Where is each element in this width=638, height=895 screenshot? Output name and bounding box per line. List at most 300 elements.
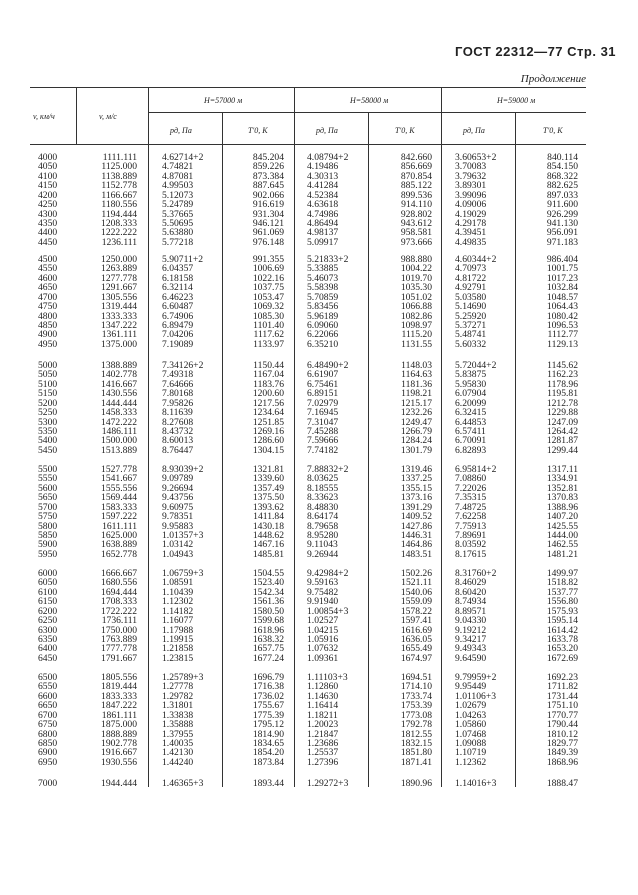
- t-59000-cell: 926.299: [546, 208, 578, 220]
- t-59000-cell: 1388.96: [546, 501, 578, 513]
- p-58000-cell: 9.42984+2: [307, 568, 349, 579]
- v-ms-cell: 1513.889: [101, 444, 137, 456]
- t-58000-cell: 973.666: [400, 236, 432, 248]
- v-ms-cell: 1111.111: [102, 152, 137, 163]
- v-ms-cell: 1819.444: [101, 681, 137, 693]
- p-57000-cell: 1.01357+3: [162, 529, 204, 541]
- t-59000-cell: 941.130: [546, 217, 578, 229]
- v-ms-cell: 1486.111: [101, 425, 137, 437]
- v-ms-cell: 1152.778: [101, 180, 137, 192]
- t-58000-cell: 1115.20: [401, 329, 432, 341]
- v-kmh-cell: 4100: [38, 170, 58, 182]
- p-59000-cell: 1.07468: [455, 728, 487, 740]
- t-57000-cell: 1200.60: [252, 388, 284, 400]
- p-57000-cell: 9.60975: [162, 501, 194, 513]
- v-ms-cell: 1763.889: [101, 633, 137, 645]
- v-kmh-cell: 4450: [38, 236, 58, 248]
- v-ms-cell: 1388.889: [101, 360, 137, 371]
- t-58000-cell: 1871.41: [400, 756, 432, 768]
- v-kmh-cell: 5650: [38, 492, 58, 504]
- t-59000-cell: 1264.42: [546, 425, 578, 437]
- t-59000-cell: 1481.21: [546, 548, 578, 560]
- t-59000-cell: 1888.47: [546, 778, 578, 789]
- p-58000-cell: 4.19486: [307, 161, 339, 173]
- v-ms-cell: 1361.111: [101, 329, 137, 341]
- p-57000-cell: 8.76447: [162, 444, 194, 456]
- p-57000-cell: 1.06759+3: [162, 568, 204, 579]
- v-ms-cell: 1569.444: [101, 492, 137, 504]
- t-59000-cell: 971.183: [546, 236, 578, 248]
- p-58000-cell: 9.26944: [307, 548, 339, 560]
- t-57000-cell: 946.121: [252, 217, 284, 229]
- v-ms-cell: 1291.667: [101, 282, 137, 294]
- v-kmh-cell: 4600: [38, 272, 58, 284]
- p-59000-cell: 7.35315: [455, 492, 487, 504]
- t-57000-cell: 1069.32: [252, 301, 284, 313]
- t-57000-cell: 1022.16: [252, 272, 284, 284]
- t-59000-cell: 1145.62: [547, 360, 578, 371]
- p-57000-cell: 5.50695: [162, 217, 194, 229]
- p-57000-cell: 1.25789+3: [162, 672, 204, 683]
- p-59000-cell: 4.92791: [455, 282, 487, 294]
- v-kmh-cell: 4550: [38, 263, 58, 275]
- t-58000-cell: 1483.51: [400, 548, 432, 560]
- v-kmh-cell: 6650: [38, 700, 58, 712]
- t-58000-cell: 1773.08: [400, 709, 432, 721]
- t-57000-cell: 1430.18: [252, 520, 284, 532]
- p-57000-cell: 1.04943: [162, 548, 194, 560]
- v-kmh-cell: 6700: [38, 709, 58, 721]
- t-57000-cell: 1485.81: [252, 548, 284, 560]
- p-57000-cell: 7.95826: [162, 397, 194, 409]
- p-58000-cell: 4.30313: [307, 170, 339, 182]
- v-kmh-cell: 6200: [38, 605, 58, 617]
- v-kmh-cell: 6500: [38, 672, 58, 683]
- v-ms-cell: 1375.000: [101, 338, 137, 350]
- p-57000-cell: 4.62714+2: [162, 152, 204, 163]
- t-58000-cell: 856.669: [400, 161, 432, 173]
- p-57000-cell: 9.95883: [162, 520, 194, 532]
- continuation-label: Продолжение: [520, 73, 586, 85]
- t-58000-cell: 899.536: [400, 189, 432, 201]
- t-59000-cell: 911.600: [547, 199, 578, 211]
- v-kmh-cell: 5200: [38, 397, 58, 409]
- v-kmh-cell: 5500: [38, 464, 58, 475]
- t-59000-cell: 1537.77: [546, 586, 578, 598]
- v-ms-cell: 1708.333: [101, 596, 137, 608]
- p-57000-cell: 1.10439: [162, 586, 194, 598]
- t-57000-cell: 1677.24: [252, 652, 284, 664]
- p-58000-cell: 7.16945: [307, 407, 339, 419]
- column-divider: [148, 87, 149, 787]
- t-57000-cell: 1037.75: [252, 282, 284, 294]
- v-kmh-cell: 4850: [38, 319, 58, 331]
- t-58000-cell: 1753.39: [400, 700, 432, 712]
- p-57000-cell: 6.04357: [162, 263, 194, 275]
- p-57000-cell: 7.64666: [162, 378, 194, 390]
- p-58000-cell: 8.95280: [307, 529, 339, 541]
- t-58000-cell: 988.880: [400, 254, 432, 265]
- p-57000-cell: 1.14182: [162, 605, 194, 617]
- t-57000-cell: 845.204: [252, 152, 284, 163]
- col-v-kmh: v, км/ч: [33, 112, 55, 121]
- p-58000-cell: 4.98137: [307, 227, 339, 239]
- v-ms-cell: 1861.111: [101, 709, 137, 721]
- p-57000-cell: 1.19915: [162, 633, 194, 645]
- group-h-58000: H=58000 м: [350, 96, 389, 105]
- v-kmh-cell: 5750: [38, 511, 58, 523]
- t-59000-cell: 1017.23: [546, 272, 578, 284]
- t-57000-cell: 1523.40: [252, 577, 284, 589]
- t-58000-cell: 1148.03: [401, 360, 432, 371]
- column-divider: [441, 87, 442, 787]
- p-59000-cell: 9.04330: [455, 615, 487, 627]
- v-kmh-cell: 5700: [38, 501, 58, 513]
- t-57000-cell: 1696.79: [252, 672, 284, 683]
- p-57000-cell: 5.12073: [162, 189, 194, 201]
- t-57000-cell: 1448.62: [252, 529, 284, 541]
- v-ms-cell: 1541.667: [101, 473, 137, 485]
- v-kmh-cell: 5150: [38, 388, 58, 400]
- p-58000-cell: 4.52384: [307, 189, 339, 201]
- v-ms-cell: 1555.556: [101, 482, 137, 494]
- v-ms-cell: 1222.222: [101, 227, 137, 239]
- v-kmh-cell: 4350: [38, 217, 58, 229]
- t-59000-cell: 1178.96: [547, 378, 578, 390]
- v-ms-cell: 1847.222: [101, 700, 137, 712]
- v-ms-cell: 1527.778: [101, 464, 137, 475]
- v-ms-cell: 1333.333: [101, 310, 137, 322]
- p-59000-cell: 1.02679: [455, 700, 487, 712]
- p-58000-cell: 1.21847: [307, 728, 339, 740]
- t-57000-cell: 1716.38: [252, 681, 284, 693]
- p-57000-cell: 5.77218: [162, 236, 194, 248]
- t-58000-cell: 1181.36: [401, 378, 432, 390]
- p-58000-cell: 9.11043: [307, 539, 338, 551]
- p-58000-cell: 8.64174: [307, 511, 339, 523]
- p-57000-cell: 1.35888: [162, 719, 194, 731]
- v-ms-cell: 1638.889: [101, 539, 137, 551]
- v-ms-cell: 1125.000: [101, 161, 137, 173]
- column-divider: [515, 112, 516, 787]
- p-59000-cell: 3.60653+2: [455, 152, 497, 163]
- t-58000-cell: 958.581: [400, 227, 432, 239]
- p-59000-cell: 6.70091: [455, 435, 487, 447]
- t-57000-cell: 1657.75: [252, 643, 284, 655]
- p-58000-cell: 1.05916: [307, 633, 339, 645]
- v-kmh-cell: 5900: [38, 539, 58, 551]
- p-57000-cell: 1.17988: [162, 624, 194, 636]
- v-ms-cell: 1347.222: [101, 319, 137, 331]
- t-58000-cell: 1004.22: [400, 263, 432, 275]
- p-57000-cell: 5.90711+2: [162, 254, 204, 265]
- v-ms-cell: 1319.444: [101, 301, 137, 313]
- p-57000-cell: 6.60487: [162, 301, 194, 313]
- p-59000-cell: 7.75913: [455, 520, 487, 532]
- v-ms-cell: 1722.222: [101, 605, 137, 617]
- p-59000-cell: 5.14690: [455, 301, 487, 313]
- t-57000-cell: 1411.84: [253, 511, 284, 523]
- p-57000-cell: 1.31801: [162, 700, 194, 712]
- v-kmh-cell: 5400: [38, 435, 58, 447]
- p-58000-cell: 9.75482: [307, 586, 339, 598]
- v-ms-cell: 1472.222: [101, 416, 137, 428]
- t-58000-cell: 914.110: [401, 199, 432, 211]
- v-kmh-cell: 7000: [38, 778, 58, 789]
- v-ms-cell: 1611.111: [102, 520, 137, 532]
- t-57000-cell: 1873.84: [252, 756, 284, 768]
- p-59000-cell: 8.17615: [455, 548, 487, 560]
- t-59000-cell: 956.091: [546, 227, 578, 239]
- t-58000-cell: 1502.26: [400, 568, 432, 579]
- t-59000-cell: 1229.88: [546, 407, 578, 419]
- p-57000-cell: 1.27778: [162, 681, 194, 693]
- column-divider: [294, 87, 295, 787]
- t-58000-cell: 1215.17: [400, 397, 432, 409]
- t-59000-cell: 1499.97: [546, 568, 578, 579]
- t-59000-cell: 1790.44: [546, 719, 578, 731]
- p-59000-cell: 9.95449: [455, 681, 487, 693]
- v-ms-cell: 1902.778: [101, 737, 137, 749]
- t-57000-cell: 1854.20: [252, 747, 284, 759]
- col-v-ms: v, м/с: [99, 112, 117, 121]
- t-58000-cell: 1733.74: [400, 690, 432, 702]
- p-57000-cell: 8.11639: [162, 407, 193, 419]
- column-divider: [368, 112, 369, 787]
- p-59000-cell: 5.83875: [455, 369, 487, 381]
- p-58000-cell: 6.35210: [307, 338, 339, 350]
- v-ms-cell: 1194.444: [101, 208, 137, 220]
- p-59000-cell: 3.89301: [455, 180, 487, 192]
- t-59000-cell: 1731.44: [546, 690, 578, 702]
- v-kmh-cell: 5350: [38, 425, 58, 437]
- t-57000-cell: 1814.90: [252, 728, 284, 740]
- v-ms-cell: 1791.667: [101, 652, 137, 664]
- v-ms-cell: 1597.222: [101, 511, 137, 523]
- t-59000-cell: 1334.91: [546, 473, 578, 485]
- p-58000-cell: 7.59666: [307, 435, 339, 447]
- p-59000-cell: 4.70973: [455, 263, 487, 275]
- t-57000-cell: 1599.68: [252, 615, 284, 627]
- p-59000-cell: 3.79632: [455, 170, 487, 182]
- v-kmh-cell: 5000: [38, 360, 58, 371]
- p-57000-cell: 7.34126+2: [162, 360, 204, 371]
- p-58000-cell: 1.09361: [307, 652, 339, 664]
- v-ms-cell: 1736.111: [101, 615, 137, 627]
- t-59000-cell: 1370.83: [546, 492, 578, 504]
- t-58000-cell: 1391.29: [400, 501, 432, 513]
- p-59000-cell: 4.09006: [455, 199, 487, 211]
- p-59000-cell: 5.95830: [455, 378, 487, 390]
- v-ms-cell: 1875.000: [101, 719, 137, 731]
- t-57000-cell: 1167.04: [253, 369, 284, 381]
- v-kmh-cell: 5100: [38, 378, 58, 390]
- p-58000-cell: 9.59163: [307, 577, 339, 589]
- p-59000-cell: 1.14016+3: [455, 778, 497, 789]
- t-59000-cell: 1425.55: [546, 520, 578, 532]
- t-58000-cell: 1355.15: [400, 482, 432, 494]
- t-59000-cell: 1001.75: [546, 263, 578, 275]
- t-58000-cell: 1373.16: [400, 492, 432, 504]
- p-59000-cell: 5.60332: [455, 338, 487, 350]
- p-59000-cell: 8.60420: [455, 586, 487, 598]
- v-ms-cell: 1430.556: [101, 388, 137, 400]
- sub-p: pд, Па: [463, 126, 485, 135]
- t-59000-cell: 1129.13: [547, 338, 578, 350]
- t-58000-cell: 1559.09: [400, 596, 432, 608]
- p-58000-cell: 6.09060: [307, 319, 339, 331]
- t-58000-cell: 1812.55: [400, 728, 432, 740]
- t-57000-cell: 1251.85: [252, 416, 284, 428]
- v-ms-cell: 1138.889: [101, 170, 137, 182]
- v-ms-cell: 1208.333: [101, 217, 137, 229]
- p-59000-cell: 6.95814+2: [455, 464, 497, 475]
- sub-t: T′0, К: [543, 126, 563, 135]
- t-59000-cell: 1633.78: [546, 633, 578, 645]
- p-57000-cell: 1.44240: [162, 756, 194, 768]
- t-57000-cell: 1638.32: [252, 633, 284, 645]
- p-59000-cell: 9.79959+2: [455, 672, 497, 683]
- t-58000-cell: 943.612: [400, 217, 432, 229]
- sub-p: pд, Па: [170, 126, 192, 135]
- v-ms-cell: 1750.000: [101, 624, 137, 636]
- t-59000-cell: 1195.81: [547, 388, 578, 400]
- t-58000-cell: 1337.25: [400, 473, 432, 485]
- p-57000-cell: 6.46223: [162, 291, 194, 303]
- t-58000-cell: 1409.52: [400, 511, 432, 523]
- p-59000-cell: 4.19029: [455, 208, 487, 220]
- t-58000-cell: 885.122: [400, 180, 432, 192]
- p-58000-cell: 1.18211: [307, 709, 338, 721]
- v-kmh-cell: 4400: [38, 227, 58, 239]
- p-57000-cell: 9.26694: [162, 482, 194, 494]
- p-59000-cell: 7.62258: [455, 511, 487, 523]
- p-58000-cell: 1.07632: [307, 643, 339, 655]
- v-ms-cell: 1833.333: [101, 690, 137, 702]
- v-kmh-cell: 5300: [38, 416, 58, 428]
- t-59000-cell: 854.150: [546, 161, 578, 173]
- v-kmh-cell: 4300: [38, 208, 58, 220]
- p-59000-cell: 1.04263: [455, 709, 487, 721]
- v-kmh-cell: 6150: [38, 596, 58, 608]
- v-kmh-cell: 4650: [38, 282, 58, 294]
- t-57000-cell: 1133.97: [253, 338, 284, 350]
- t-58000-cell: 1066.88: [400, 301, 432, 313]
- p-57000-cell: 9.78351: [162, 511, 194, 523]
- t-57000-cell: 1393.62: [252, 501, 284, 513]
- v-kmh-cell: 5600: [38, 482, 58, 494]
- p-59000-cell: 5.25920: [455, 310, 487, 322]
- p-57000-cell: 1.42130: [162, 747, 194, 759]
- t-59000-cell: 1444.00: [546, 529, 578, 541]
- p-59000-cell: 1.10719: [455, 747, 487, 759]
- t-57000-cell: 1217.56: [252, 397, 284, 409]
- sub-p: pд, Па: [316, 126, 338, 135]
- p-58000-cell: 1.04215: [307, 624, 339, 636]
- t-59000-cell: 1868.96: [546, 756, 578, 768]
- t-58000-cell: 1655.49: [400, 643, 432, 655]
- p-59000-cell: 5.37271: [455, 319, 487, 331]
- v-kmh-cell: 4700: [38, 291, 58, 303]
- t-57000-cell: 1795.12: [252, 719, 284, 731]
- p-58000-cell: 8.33623: [307, 492, 339, 504]
- v-kmh-cell: 4800: [38, 310, 58, 322]
- p-58000-cell: 9.91940: [307, 596, 339, 608]
- t-57000-cell: 1775.39: [252, 709, 284, 721]
- v-ms-cell: 1416.667: [101, 378, 137, 390]
- v-kmh-cell: 4750: [38, 301, 58, 313]
- p-57000-cell: 9.09789: [162, 473, 194, 485]
- v-ms-cell: 1944.444: [101, 778, 137, 789]
- t-57000-cell: 1117.62: [253, 329, 284, 341]
- p-58000-cell: 7.45288: [307, 425, 339, 437]
- t-59000-cell: 1672.69: [546, 652, 578, 664]
- t-57000-cell: 991.355: [252, 254, 284, 265]
- p-59000-cell: 7.08860: [455, 473, 487, 485]
- t-59000-cell: 1518.82: [546, 577, 578, 589]
- p-57000-cell: 1.21858: [162, 643, 194, 655]
- t-57000-cell: 859.226: [252, 161, 284, 173]
- v-ms-cell: 1180.556: [101, 199, 137, 211]
- p-59000-cell: 1.05860: [455, 719, 487, 731]
- v-ms-cell: 1805.556: [101, 672, 137, 683]
- t-58000-cell: 1266.79: [400, 425, 432, 437]
- p-59000-cell: 6.32415: [455, 407, 487, 419]
- p-57000-cell: 1.29782: [162, 690, 194, 702]
- t-58000-cell: 1521.11: [401, 577, 432, 589]
- t-57000-cell: 931.304: [252, 208, 284, 220]
- p-59000-cell: 5.72044+2: [455, 360, 497, 371]
- p-59000-cell: 8.46029: [455, 577, 487, 589]
- p-57000-cell: 1.03142: [162, 539, 194, 551]
- p-57000-cell: 6.18158: [162, 272, 194, 284]
- t-59000-cell: 1032.84: [546, 282, 578, 294]
- p-57000-cell: 6.89479: [162, 319, 194, 331]
- t-59000-cell: 1162.23: [547, 369, 578, 381]
- v-kmh-cell: 6450: [38, 652, 58, 664]
- v-ms-cell: 1500.000: [101, 435, 137, 447]
- t-58000-cell: 842.660: [400, 152, 432, 163]
- p-57000-cell: 4.74821: [162, 161, 194, 173]
- t-58000-cell: 1131.55: [401, 338, 432, 350]
- p-59000-cell: 3.70083: [455, 161, 487, 173]
- p-58000-cell: 1.16414: [307, 700, 339, 712]
- v-ms-cell: 1402.778: [101, 369, 137, 381]
- t-57000-cell: 1286.60: [252, 435, 284, 447]
- t-59000-cell: 1575.93: [546, 605, 578, 617]
- p-58000-cell: 5.33885: [307, 263, 339, 275]
- t-59000-cell: 868.322: [546, 170, 578, 182]
- t-59000-cell: 1407.20: [546, 511, 578, 523]
- t-58000-cell: 1019.70: [400, 272, 432, 284]
- p-57000-cell: 1.16077: [162, 615, 194, 627]
- v-kmh-cell: 5450: [38, 444, 58, 456]
- t-58000-cell: 1284.24: [400, 435, 432, 447]
- v-ms-cell: 1236.111: [101, 236, 137, 248]
- p-59000-cell: 4.49835: [455, 236, 487, 248]
- p-58000-cell: 6.61907: [307, 369, 339, 381]
- t-59000-cell: 1751.10: [546, 700, 578, 712]
- v-kmh-cell: 6800: [38, 728, 58, 740]
- p-59000-cell: 4.81722: [455, 272, 487, 284]
- p-57000-cell: 6.74906: [162, 310, 194, 322]
- t-59000-cell: 1829.77: [546, 737, 578, 749]
- v-ms-cell: 1305.556: [101, 291, 137, 303]
- t-58000-cell: 1051.02: [400, 291, 432, 303]
- t-58000-cell: 1597.41: [400, 615, 432, 627]
- v-kmh-cell: 4250: [38, 199, 58, 211]
- t-58000-cell: 1616.69: [400, 624, 432, 636]
